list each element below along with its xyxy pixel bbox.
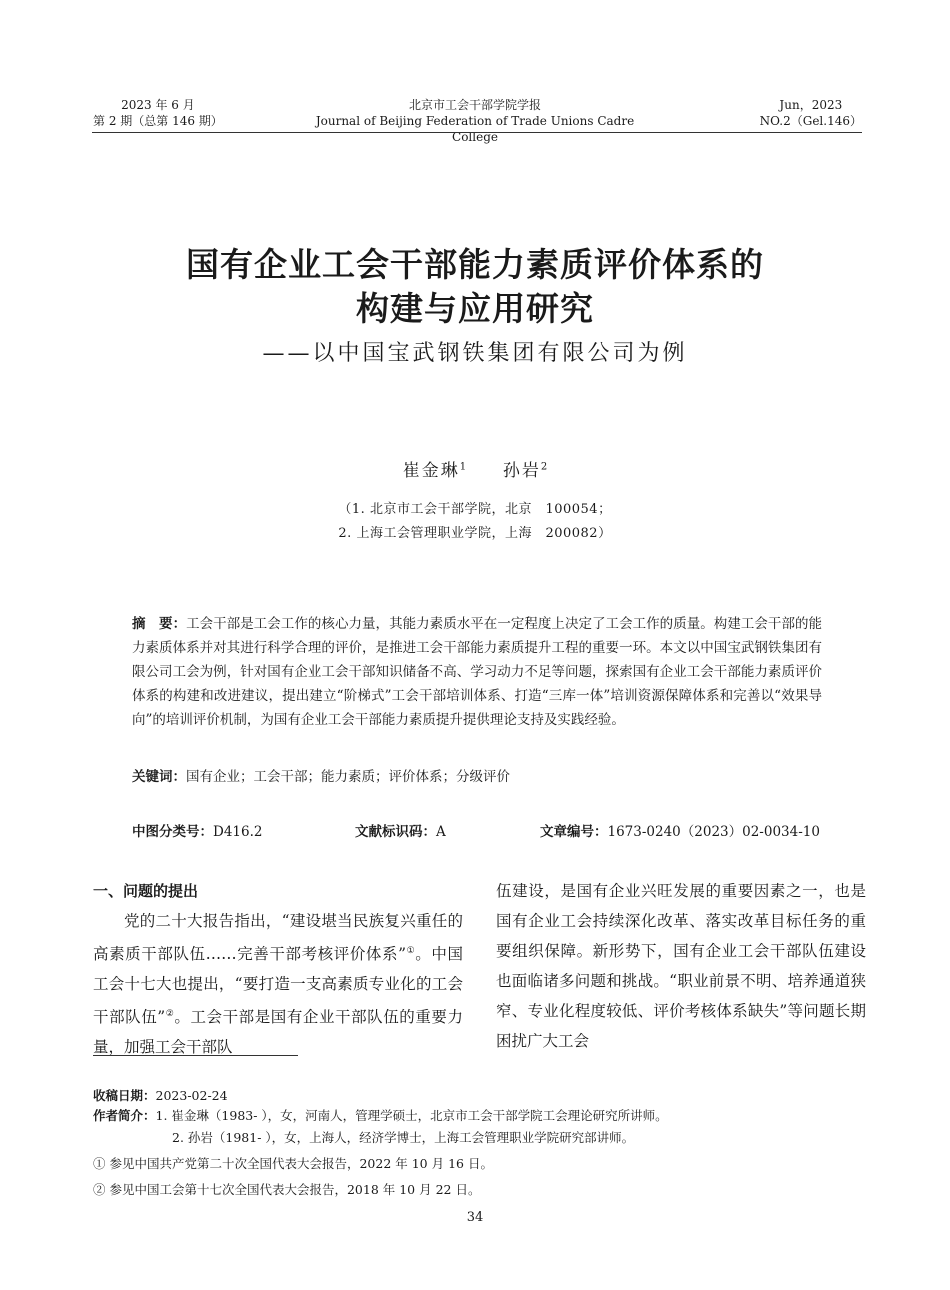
header-date-issue [93, 97, 223, 129]
footnote-rule [93, 1055, 298, 1056]
section-heading: 一、问题的提出 [93, 882, 199, 900]
abstract-label: 摘 要： [132, 616, 187, 632]
author-2: 孙岩 [502, 461, 541, 481]
affiliations [0, 498, 950, 546]
header-issue-en: NO.2（Gel.146） [759, 114, 862, 128]
doc-code-value: A [436, 824, 446, 840]
document-code [355, 820, 446, 840]
author-1-affil-ref: 1 [459, 461, 467, 473]
journal-name-cn: 北京市工会干部学院学报 [408, 98, 541, 112]
keywords-text: 国有企业；工会干部；能力素质；评价体系；分级评价 [186, 769, 510, 785]
header-rule [92, 132, 862, 133]
page-number: 34 [466, 1210, 484, 1225]
author-line [0, 456, 950, 481]
header-journal [300, 97, 650, 145]
journal-name-en: Journal of Beijing Federation of Trade Unions Cadre College [315, 114, 635, 144]
author-1: 崔金琳 [402, 461, 460, 481]
author-bio-label: 作者简介： [93, 1108, 156, 1123]
affiliation-2: 2. 上海工会管理职业学院，上海 200082） [338, 526, 612, 541]
header-issue: 第 2 期（总第 146 期） [93, 114, 223, 128]
received-date [93, 1086, 873, 1106]
keywords-label: 关键词： [132, 769, 186, 785]
author-bio-2: 2. 孙岩（1981- ），女，上海人，经济学博士，上海工会管理职业学院研究部讲师。 [172, 1130, 635, 1145]
clc-label: 中图分类号： [132, 824, 213, 840]
received-value: 2023-02-24 [155, 1088, 228, 1103]
para-text-b: 。中国工会十七大也提出，“要打造一支高素质专业化的工会干部队伍” [93, 945, 463, 1027]
author-2-affil-ref: 2 [540, 461, 548, 473]
header-date-issue-en [760, 97, 862, 129]
keywords [132, 765, 510, 785]
abstract-text: 工会干部是工会工作的核心力量，其能力素质水平在一定程度上决定了工会工作的质量。构建工会干部的能力素质体系并对其进行科学合理的评价，是推进工会干部能力素质提升工程的重要一环。本文以中国宝武钢铁集团有限公司工会为例，针对国有企业工会干部知识储备不高、学习动力不足等问题，探索国有企业工会干部能力素质评价体系的构建和改进建议，提出建立“阶梯式”工会干部培训体系、打造“三库一体”培训资源保障体系和完善以“效果导向”的培训评价机制，为国有企业工会干部能力素质提升提供理论支持及实践经验。 [132, 616, 823, 728]
doc-code-label: 文献标识码： [355, 824, 436, 840]
para-text-c: 。工会干部是国有企业干部队伍的重要力量，加强工会干部队 [93, 1008, 463, 1057]
clc-number [132, 820, 262, 840]
received-label: 收稿日期： [93, 1088, 156, 1103]
footnote-ref-1: ① [406, 946, 416, 956]
footnote-ref-2: ② [165, 1009, 175, 1020]
article-title [0, 243, 950, 331]
author-bio-1 [93, 1106, 873, 1126]
abstract [132, 612, 822, 732]
title-line-2: 构建与应用研究 [356, 289, 594, 328]
article-number-value: 1673-0240（2023）02-0034-10 [607, 824, 820, 840]
header-date-en: Jun，2023 [779, 98, 843, 112]
article-number [540, 820, 820, 840]
article-subtitle: ——以中国宝武钢铁集团有限公司为例 [262, 341, 688, 366]
header-date: 2023 年 6 月 [121, 98, 195, 112]
title-line-1: 国有企业工会干部能力素质评价体系的 [186, 245, 764, 284]
clc-value: D416.2 [213, 824, 263, 840]
para-text-a: 党的二十大报告指出，“建设堪当民族复兴重任的高素质干部队伍……完善干部考核评价体系” [93, 912, 463, 964]
body-paragraph [93, 906, 463, 1062]
affiliation-1: （1. 北京市工会干部学院，北京 100054； [338, 502, 612, 517]
body-right-column [496, 876, 866, 1056]
body-paragraph-continued: 伍建设，是国有企业兴旺发展的重要因素之一，也是国有企业工会持续深化改革、落实改革目标任务的重要组织保障。新形势下，国有企业工会干部队伍建设也面临诸多问题和挑战。“职业前景不明、培养通道狭窄、专业化程度较低、评价考核体系缺失”等问题长期困扰广大工会 [496, 882, 866, 1050]
article-number-label: 文章编号： [540, 824, 608, 840]
body-left-column [93, 876, 463, 1062]
footnote-1: ① 参见中国共产党第二十次全国代表大会报告，2022 年 10 月 16 日。 [93, 1156, 493, 1171]
author-bio-1-text: 1. 崔金琳（1983- ），女，河南人，管理学硕士，北京市工会干部学院工会理论研究所讲师。 [155, 1108, 668, 1123]
footnote-2: ② 参见中国工会第十七次全国代表大会报告，2018 年 10 月 22 日。 [93, 1182, 481, 1197]
